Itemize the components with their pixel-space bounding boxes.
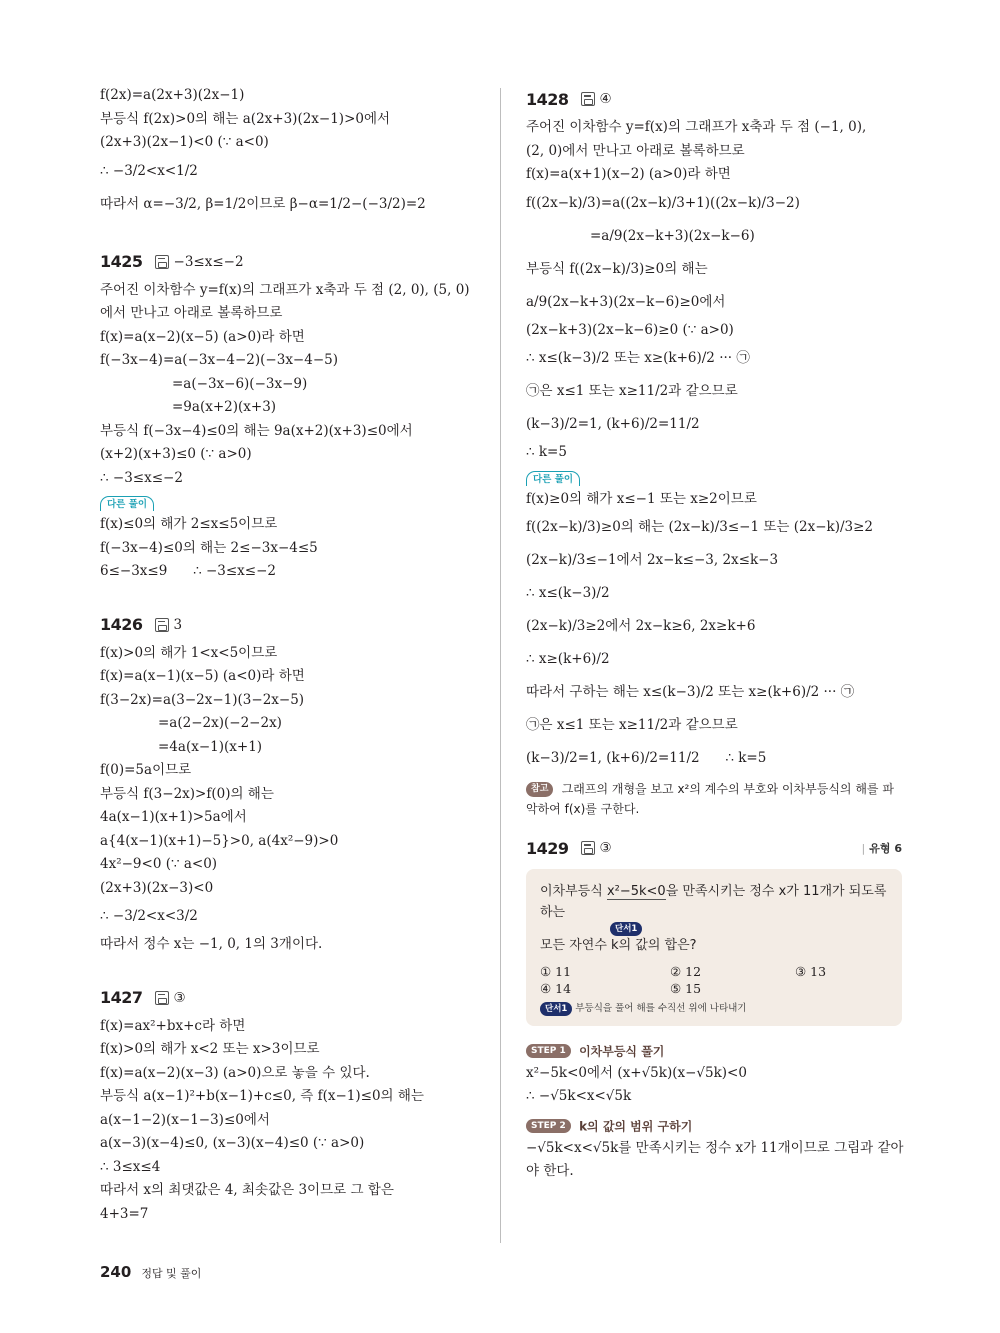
answer-icon: [155, 991, 169, 1005]
solution-line: 4a(x−1)(x+1)>5a에서: [100, 809, 247, 825]
problem-1429: [526, 833, 902, 1184]
problem-number: 1425: [100, 252, 143, 271]
solution-line: f(0)=5a이므로: [100, 762, 192, 778]
answer-icon: [581, 92, 595, 106]
alt-solution-badge: 다른 풀이: [526, 471, 580, 486]
solution-line: f(x)≥0의 해가 x≤−1 또는 x≥2이므로: [526, 490, 757, 507]
problem-header: [526, 84, 902, 114]
solution-line: f(x)>0의 해가 1<x<5이므로: [100, 644, 278, 661]
solution-line: ∴ x≤(k−3)/2: [526, 585, 610, 601]
page-label: 정답 및 풀이: [141, 1267, 202, 1280]
solution-line: f(3−2x)=a(3−2x−1)(3−2x−5): [100, 691, 305, 708]
problem-number: 1428: [526, 89, 569, 109]
solution-line: ㉠은 x≤1 또는 x≥11/2과 같으므로: [526, 717, 738, 733]
solution-line: f(2x)=a(2x+3)(2x−1): [100, 87, 245, 103]
solution-line: (k−3)/2=1, (k+6)/2=11/2: [526, 416, 700, 432]
step-2: [526, 1115, 902, 1184]
solution-line: ∴ −3≤x≤−2: [100, 469, 183, 486]
choice-4[interactable]: ④ 14: [540, 981, 572, 996]
problem-1428: [526, 84, 902, 819]
problem-header: [526, 833, 902, 863]
solution-line: =a/9(2x−k+3)(2x−k−6): [590, 227, 755, 244]
problem-question-line2: 모든 자연수 k의 값의 합은?: [540, 938, 697, 953]
hint-text: 부등식을 풀어 해를 수직선 위에 나타내기: [575, 1003, 747, 1014]
solution-line: f(x)=a(x−1)(x−5) (a<0)라 하면: [100, 668, 305, 684]
solution-line: (2, 0)에서 만나고 아래로 볼록하므로: [526, 142, 745, 159]
solution-line: 야 한다.: [526, 1163, 574, 1179]
answer-choices: [540, 964, 888, 996]
step-header: [526, 1115, 902, 1137]
step-badge: STEP 2: [526, 1119, 571, 1133]
solution-line: 6≤−3x≤9 ∴ −3≤x≤−2: [100, 563, 276, 579]
hint-badge: 단서1: [610, 922, 642, 936]
solution-line: (2x−k+3)(2x−k−6)≥0 (∵ a>0): [526, 321, 734, 338]
answer-value: ④: [599, 91, 612, 107]
left-column: [100, 84, 490, 1226]
solution-line: =a(2−2x)(−2−2x): [158, 715, 282, 731]
solution-line: f(x)=a(x+1)(x−2) (a>0)라 하면: [526, 166, 731, 182]
problem-1427: [100, 983, 490, 1227]
choice-2[interactable]: ② 12: [670, 964, 702, 979]
solution-line: f((2x−k)/3)≥0의 해는 (2x−k)/3≤−1 또는 (2x−k)/3≥2: [526, 519, 874, 535]
solution-line: 부등식 a(x−1)²+b(x−1)+c≤0, 즉 f(x−1)≤0의 해는: [100, 1088, 424, 1104]
solution-line: 따라서 구하는 해는 x≤(k−3)/2 또는 x≥(k+6)/2 ··· ㉠: [526, 684, 855, 700]
answer-icon: [155, 255, 169, 269]
solution-line: ∴ x≥(k+6)/2: [526, 651, 610, 667]
solution-line: 4+3=7: [100, 1205, 149, 1222]
answer-value: 3: [173, 616, 183, 633]
solution-line: f(x)=ax²+bx+c라 하면: [100, 1017, 246, 1034]
hint-badge: 단서1: [540, 1002, 572, 1016]
problem-box: [526, 869, 902, 1026]
solution-line: f(x)=a(x−2)(x−5) (a>0)라 하면: [100, 328, 305, 345]
type-tag-label: 유형 6: [869, 842, 902, 855]
solution-line: 부등식 f(−3x−4)≤0의 해는 9a(x+2)(x+3)≤0에서: [100, 422, 413, 439]
right-column: [526, 84, 902, 1184]
problem-header: [100, 610, 490, 640]
problem-header: [100, 247, 490, 277]
solution-line: (k−3)/2=1, (k+6)/2=11/2 ∴ k=5: [526, 750, 767, 766]
step-badge: STEP 1: [526, 1044, 571, 1058]
solution-line: 따라서 x의 최댓값은 4, 최솟값은 3이므로 그 합은: [100, 1182, 394, 1198]
solution-line: (2x+3)(2x−1)<0 (∵ a<0): [100, 134, 269, 150]
solution-line: −√5k<x<√5k를 만족시키는 정수 x가 11개이므로 그림과 같아: [526, 1139, 904, 1156]
solution-line: 따라서 정수 x는 −1, 0, 1의 3개이다.: [100, 936, 323, 952]
solution-line: =a(−3x−6)(−3x−9): [172, 375, 308, 392]
page-footer: [100, 1263, 201, 1281]
solution-line: ∴ x≤(k−3)/2 또는 x≥(k+6)/2 ··· ㉠: [526, 350, 750, 366]
solution-line: f(x)>0의 해가 x<2 또는 x>3이므로: [100, 1041, 320, 1057]
problem-header: [100, 983, 490, 1013]
step-header: [526, 1040, 902, 1062]
solution-line: 부등식 f(2x)>0의 해는 a(2x+3)(2x−1)>0에서: [100, 110, 391, 127]
step-title: 이차부등식 풀기: [579, 1044, 665, 1058]
solution-line: (2x+3)(2x−3)<0: [100, 879, 214, 896]
solution-line: f(−3x−4)=a(−3x−4−2)(−3x−4−5): [100, 352, 339, 368]
solution-line: 주어진 이차함수 y=f(x)의 그래프가 x축과 두 점 (−1, 0),: [526, 119, 867, 135]
answer-icon: [155, 618, 169, 632]
solution-line: 부등식 f(3−2x)>f(0)의 해는: [100, 785, 274, 802]
solution-line: f(−3x−4)≤0의 해는 2≤−3x−4≤5: [100, 539, 318, 556]
problem-1425: [100, 247, 490, 584]
column-divider: [500, 88, 501, 1243]
problem-number: 1426: [100, 615, 143, 634]
solution-line: (2x−k)/3≤−1에서 2x−k≤−3, 2x≤k−3: [526, 552, 779, 568]
solution-line: =4a(x−1)(x+1): [158, 738, 263, 755]
choice-3[interactable]: ③ 13: [795, 964, 827, 979]
note-block: [526, 779, 902, 819]
solution-line: 주어진 이차함수 y=f(x)의 그래프가 x축과 두 점 (2, 0), (5, 0): [100, 281, 470, 298]
problem-1426: [100, 610, 490, 957]
solution-line: a(x−3)(x−4)≤0, (x−3)(x−4)≤0 (∵ a>0): [100, 1135, 365, 1151]
solution-line: ∴ 3≤x≤4: [100, 1158, 161, 1175]
solution-line: f(x)=a(x−2)(x−3) (a>0)으로 놓을 수 있다.: [100, 1064, 370, 1081]
note-badge: 참고: [526, 782, 553, 797]
problem-number: 1429: [526, 838, 569, 858]
solution-line: ∴ −3/2<x<3/2: [100, 908, 198, 924]
solution-line: 에서 만나고 아래로 볼록하므로: [100, 305, 283, 321]
alt-solution-badge: 다른 풀이: [100, 496, 154, 511]
solution-line: ∴ k=5: [526, 444, 567, 460]
solution-line: 4x²−9<0 (∵ a<0): [100, 856, 218, 872]
solution-line: ∴ −3/2<x<1/2: [100, 162, 198, 179]
solution-line: ㉠은 x≤1 또는 x≥11/2과 같으므로: [526, 383, 738, 399]
question-underlined-expr: x²−5k<0: [606, 884, 666, 899]
step-title: k의 값의 범위 구하기: [579, 1119, 693, 1133]
question-text: 을 만족시키는 정수 x가 11개가 되도록 하는: [540, 884, 887, 920]
solution-line: f((2x−k)/3)=a((2x−k)/3+1)((2x−k)/3−2): [526, 194, 800, 211]
answer-value: ③: [173, 989, 186, 1006]
solution-line: 따라서 α=−3/2, β=1/2이므로 β−α=1/2−(−3/2)=2: [100, 195, 426, 212]
answer-icon: [581, 841, 595, 855]
question-text: 이차부등식: [540, 884, 607, 899]
problem-type-tag: | 유형 6: [861, 842, 902, 855]
note-text: 그래프의 개형을 보고 x²의 계수의 부호와 이차부등식의 해를 파악하여 f(x)를 구한다.: [526, 782, 894, 816]
choice-1[interactable]: ① 11: [540, 964, 572, 979]
solution-line: a(x−1−2)(x−1−3)≤0에서: [100, 1111, 270, 1128]
step-1: [526, 1040, 902, 1109]
solution-line: ∴ −√5k<x<√5k: [526, 1088, 632, 1104]
solution-line: (x+2)(x+3)≤0 (∵ a>0): [100, 446, 252, 462]
answer-value: −3≤x≤−2: [173, 253, 244, 270]
hint-marker-row: [540, 921, 888, 935]
problem-question-line1: [540, 881, 888, 923]
solution-line: a/9(2x−k+3)(2x−k−6)≥0에서: [526, 293, 726, 310]
page-number: 240: [100, 1263, 132, 1281]
problem-number: 1427: [100, 988, 143, 1007]
solution-line: x²−5k<0에서 (x+√5k)(x−√5k)<0: [526, 1064, 747, 1081]
solution-line: =9a(x+2)(x+3): [172, 399, 277, 415]
choice-5[interactable]: ⑤ 15: [670, 981, 702, 996]
answer-value: ③: [599, 840, 612, 856]
solution-line: f(x)≤0의 해가 2≤x≤5이므로: [100, 516, 278, 532]
continuation-block: [100, 84, 490, 221]
hint-line: [540, 1000, 888, 1016]
solution-line: (2x−k)/3≥2에서 2x−k≥6, 2x≥k+6: [526, 618, 756, 634]
solution-line: a{4(x−1)(x+1)−5}>0, a(4x²−9)>0: [100, 832, 339, 849]
solution-line: 부등식 f((2x−k)/3)≥0의 해는: [526, 260, 708, 277]
